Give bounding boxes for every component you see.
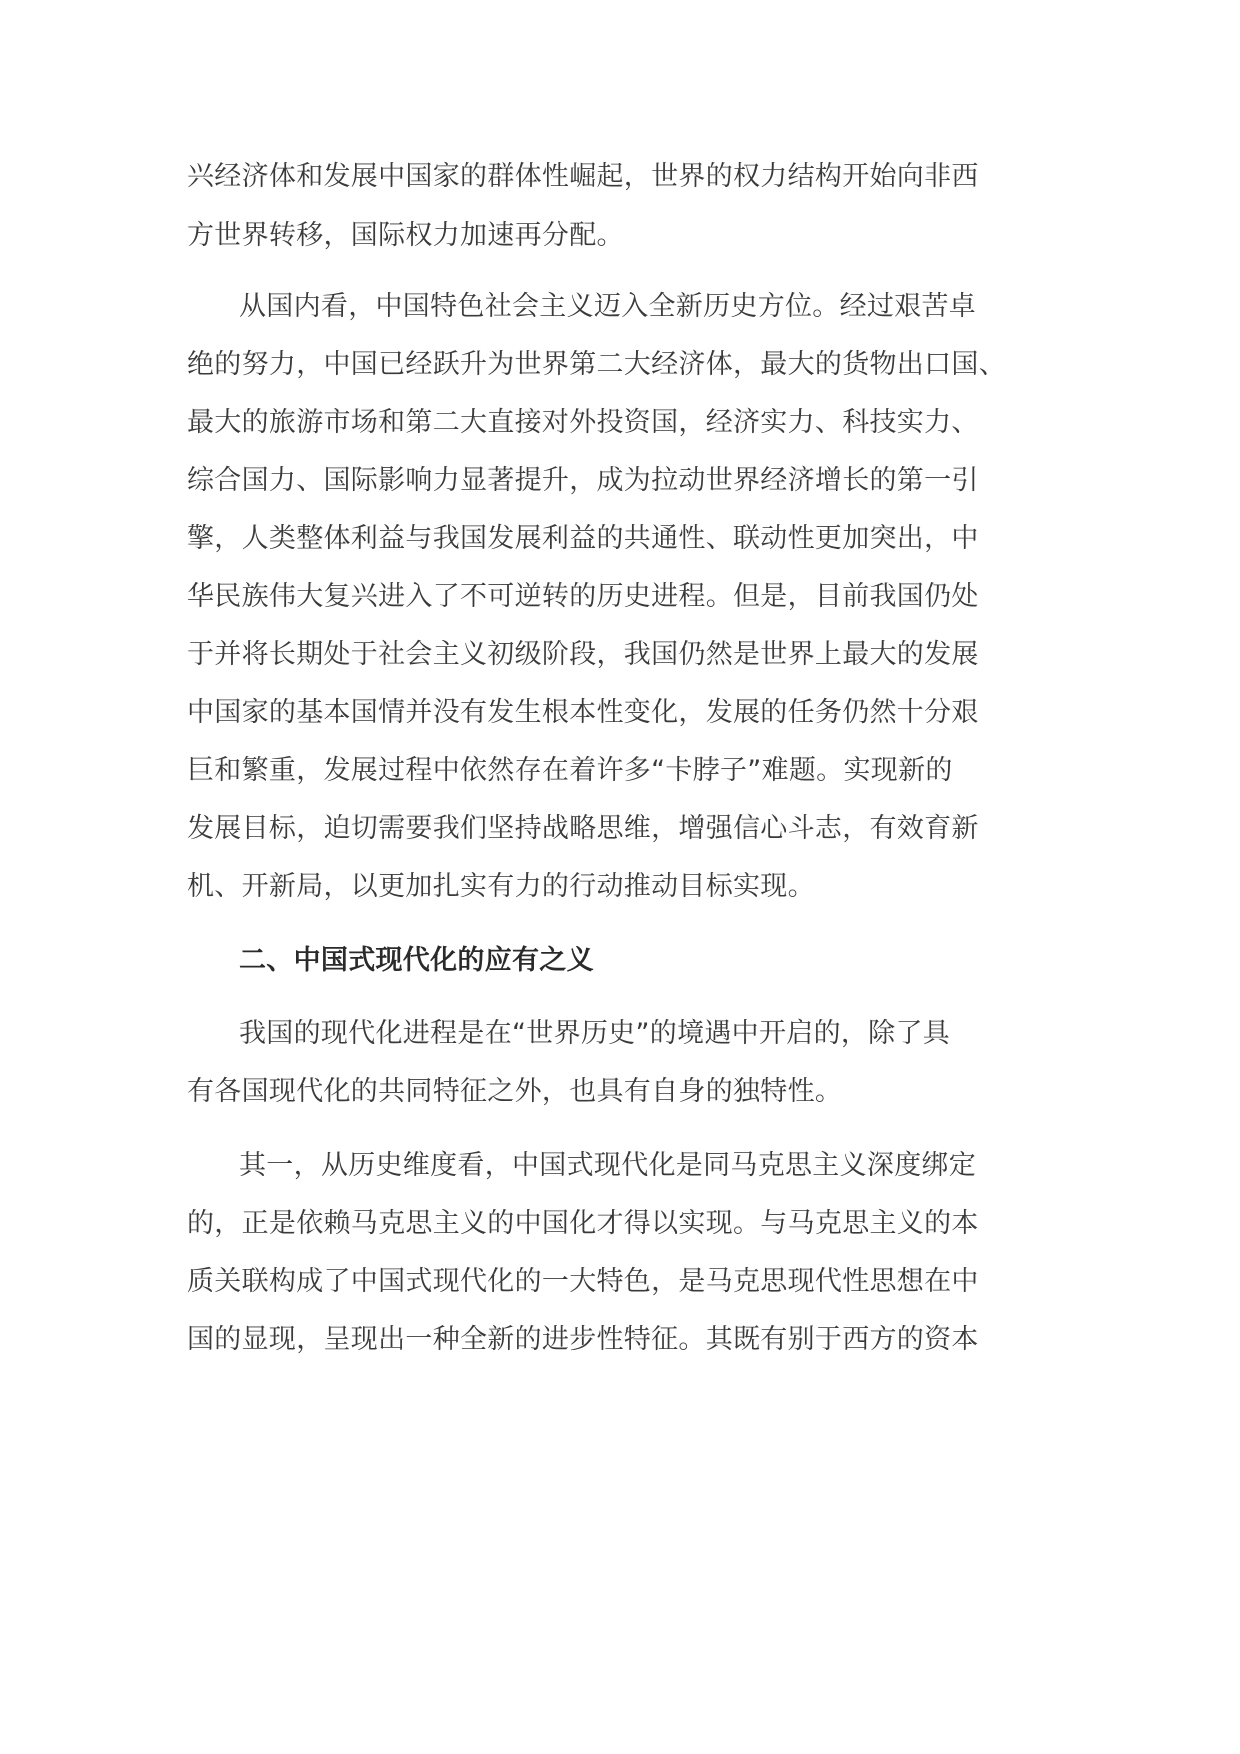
text-line: 于并将长期处于社会主义初级阶段，我国仍然是世界上最大的发展: [187, 639, 979, 670]
text-line: 绝的努力，中国已经跃升为世界第二大经济体，最大的货物出口国、: [187, 349, 1006, 380]
text-line: 发展目标，迫切需要我们坚持战略思维，增强信心斗志，有效育新: [187, 813, 979, 844]
section-heading: 二、中国式现代化的应有之义: [239, 945, 594, 976]
text-line: 从国内看，中国特色社会主义迈入全新历史方位。经过艰苦卓: [239, 291, 977, 322]
text-line: 华民族伟大复兴进入了不可逆转的历史进程。但是，目前我国仍处: [187, 581, 979, 612]
text-line: 其一，从历史维度看，中国式现代化是同马克思主义深度绑定: [239, 1150, 977, 1181]
text-line: 兴经济体和发展中国家的群体性崛起，世界的权力结构开始向非西: [187, 161, 979, 192]
text-line: 综合国力、国际影响力显著提升，成为拉动世界经济增长的第一引: [187, 465, 979, 496]
text-line: 擎，人类整体利益与我国发展利益的共通性、联动性更加突出，中: [187, 523, 979, 554]
text-line: 中国家的基本国情并没有发生根本性变化，发展的任务仍然十分艰: [187, 697, 979, 728]
text-line: 国的显现，呈现出一种全新的进步性特征。其既有别于西方的资本: [187, 1324, 979, 1355]
text-line: 有各国现代化的共同特征之外，也具有自身的独特性。: [187, 1076, 843, 1107]
text-line: 质关联构成了中国式现代化的一大特色，是马克思现代性思想在中: [187, 1266, 979, 1297]
text-line: 的，正是依赖马克思主义的中国化才得以实现。与马克思主义的本: [187, 1208, 979, 1239]
text-line: 巨和繁重，发展过程中依然存在着许多“卡脖子”难题。实现新的: [187, 755, 953, 786]
text-line: 最大的旅游市场和第二大直接对外投资国，经济实力、科技实力、: [187, 407, 979, 438]
text-line: 方世界转移，国际权力加速再分配。: [187, 220, 624, 251]
text-line: 我国的现代化进程是在“世界历史”的境遇中开启的，除了具: [239, 1018, 951, 1049]
text-line: 机、开新局，以更加扎实有力的行动推动目标实现。: [187, 871, 815, 902]
